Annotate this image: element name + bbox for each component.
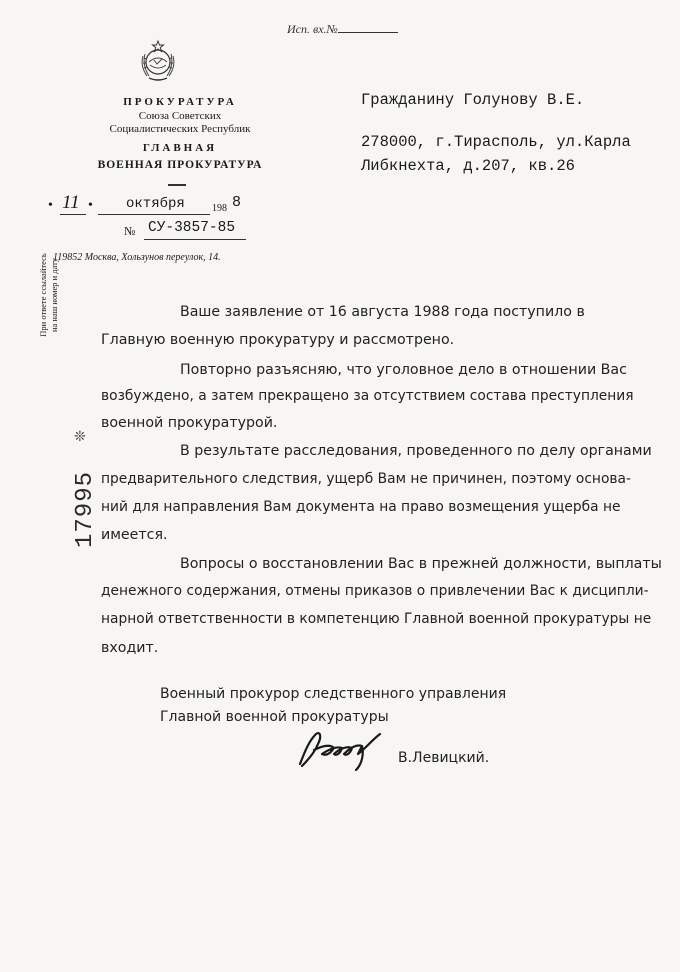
dept-name-line1: ГЛАВНАЯ — [142, 142, 218, 154]
ussr-emblem-icon — [135, 38, 181, 84]
org-address: 119852 Москва, Хользунов переулок, 14. — [53, 252, 221, 263]
date-year-printed: 198 — [212, 203, 227, 214]
reference-note-line2: на наш номер и дату — [49, 258, 59, 333]
body-line-4: возбуждено, а затем прекращено за отсутствием состава преступления — [101, 388, 634, 404]
number-value: СУ-3857-85 — [148, 220, 236, 236]
date-line — [48, 194, 258, 218]
date-month: октября — [126, 196, 185, 212]
signer-title-line1: Военный прокурор следственного управления — [160, 686, 507, 702]
date-underline-day — [60, 214, 86, 215]
body-line-3: Повторно разъясняю, что уголовное дело в отношении Вас — [180, 362, 627, 378]
letterhead-divider — [168, 184, 186, 186]
org-name-line2: Союза Советских — [138, 110, 222, 122]
number-underline — [144, 239, 246, 240]
body-line-13: входит. — [101, 640, 159, 656]
registration-stamp: 17995 — [72, 470, 99, 548]
number-line — [124, 220, 264, 242]
dept-name-line2: ВОЕННАЯ ПРОКУРАТУРА — [97, 159, 263, 171]
body-line-8: ний для направления Вам документа на право возмещения ущерба не — [101, 499, 621, 515]
body-line-7: предварительного следствия, ущерб Вам не причинен, поэтому основа- — [101, 471, 631, 487]
handwritten-signature — [292, 724, 388, 774]
incoming-ref-label: Исп. вх.№ — [287, 22, 338, 36]
signer-name: В.Левицкий. — [398, 750, 490, 766]
date-dot-right: • — [88, 198, 93, 213]
date-dot-left: • — [48, 198, 53, 213]
date-underline-month — [98, 214, 210, 215]
body-line-10: Вопросы о восстановлении Вас в прежней должности, выплаты — [180, 556, 662, 572]
recipient-name: Гражданину Голунову В.Е. — [361, 91, 585, 109]
body-line-2: Главную военную прокуратуру и рассмотрено. — [101, 332, 455, 348]
org-name-line3: Социалистических Республик — [109, 123, 251, 135]
stamp-mark-icon: ❊ — [74, 430, 86, 445]
body-line-12: нарной ответственности в компетенцию Главной военной прокуратуры не — [101, 611, 652, 627]
body-line-9: имеется. — [101, 527, 168, 543]
date-day: 11 — [62, 192, 80, 213]
body-line-5: военной прокуратурой. — [101, 415, 278, 431]
recipient-address-line2: Либкнехта, д.207, кв.26 — [361, 157, 575, 175]
body-line-1: Ваше заявление от 16 августа 1988 года поступило в — [180, 304, 585, 320]
body-line-11: денежного содержания, отмены приказов о привлечении Вас к дисципли- — [101, 583, 649, 599]
recipient-address-line1: 278000, г.Тирасполь, ул.Карла — [361, 133, 631, 151]
date-year-hand: 8 — [232, 194, 242, 211]
reference-note — [38, 235, 68, 355]
signer-title-line2: Главной военной прокуратуры — [160, 709, 389, 725]
number-label: № — [124, 224, 136, 238]
incoming-ref — [287, 22, 398, 37]
incoming-ref-blank — [338, 22, 398, 33]
body-line-6: В результате расследования, проведенного по делу органами — [180, 443, 652, 459]
org-name-line1: ПРОКУРАТУРА — [123, 96, 237, 108]
reference-note-line1: При ответе ссылайтесь — [38, 253, 48, 337]
